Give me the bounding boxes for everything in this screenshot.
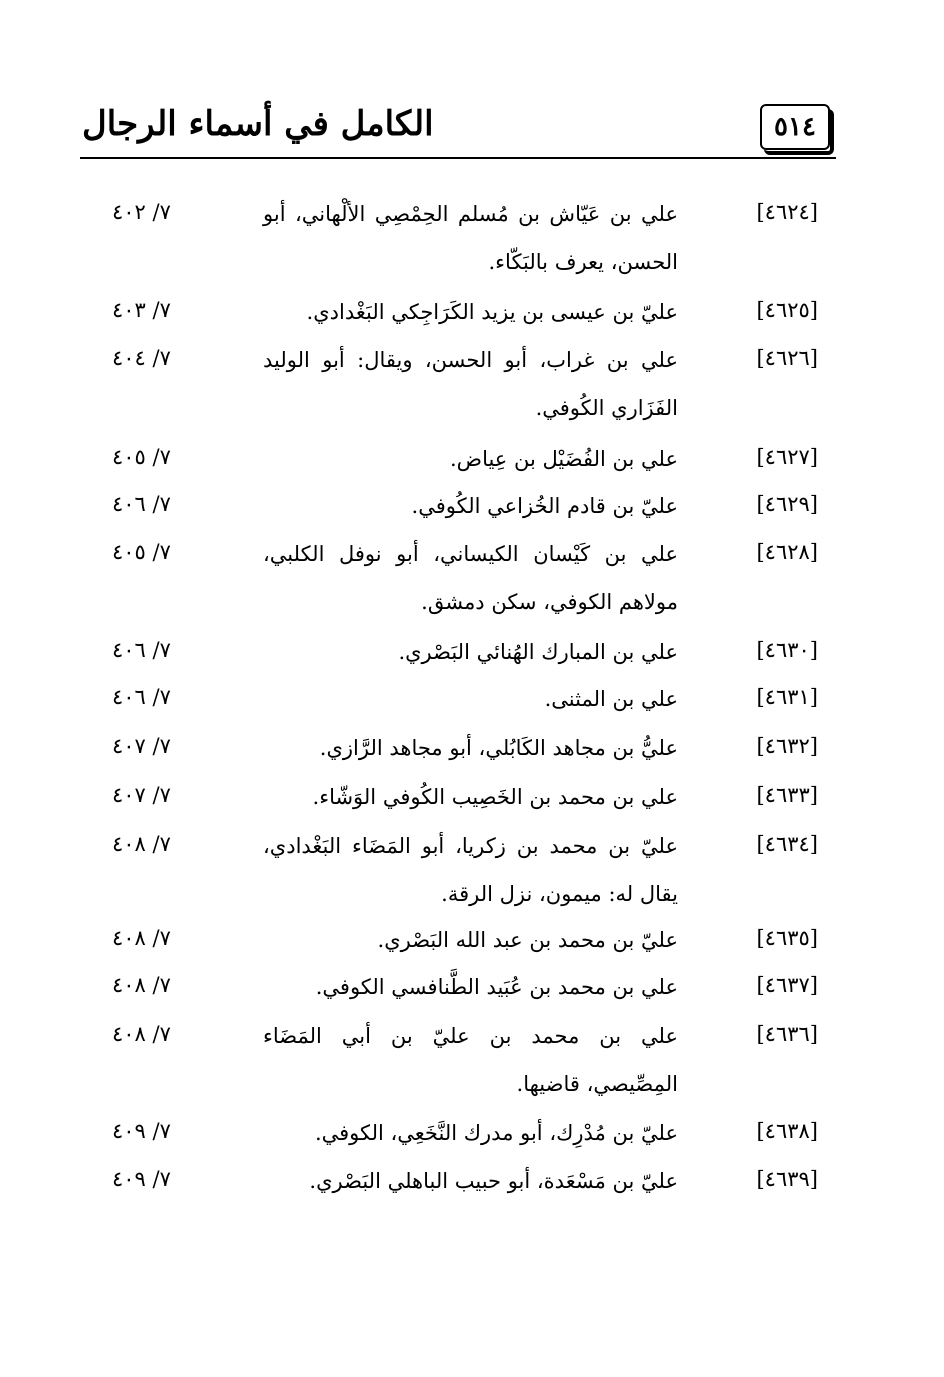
- entry-reference: ٧/ ٤٠٨: [112, 832, 171, 856]
- entry-name: علي بن المبارك الهُنائي البَصْري.: [398, 640, 678, 664]
- entry-number: [٤٦٣١]: [756, 685, 818, 709]
- entry-name: علي بن الفُضَيْل بن عِياض.: [450, 447, 678, 471]
- entry-name: عليّ بن مَسْعَدة، أبو حبيب الباهلي البَصْري.: [309, 1169, 678, 1193]
- entry-name: عليّ بن عيسى بن يزيد الكَرَاجِكي البَغْدادي.: [306, 300, 678, 324]
- book-title: الكامل في أسماء الرجال: [82, 104, 434, 144]
- entry-reference: ٧/ ٤٠٧: [112, 734, 171, 758]
- entry-reference: ٧/ ٤٠٨: [112, 973, 171, 997]
- entry-number: [٤٦٢٥]: [756, 298, 818, 322]
- entry-name: عليّ بن قادم الخُزاعي الكُوفي.: [411, 494, 678, 518]
- entry-name: عليّ بن محمد بن عبد الله البَصْري.: [377, 928, 678, 952]
- entry-name: علي بن المثنى.: [544, 687, 678, 711]
- entry-name: علي بن محمد بن عليّ بن أبي المَضَاء المِصِّيصي، قاضيها.: [263, 1024, 678, 1096]
- entry-name: علي بن عَيّاش بن مُسلم الحِمْصِي الألْهاني، أبو الحسن، يعرف بالبَكّاء.: [263, 202, 678, 274]
- page-header: [80, 98, 836, 162]
- entry-reference: ٧/ ٤٠٥: [112, 540, 171, 564]
- entry-name: علي بن كَيْسان الكيساني، أبو نوفل الكلبي، مولاهم الكوفي، سكن دمشق.: [263, 542, 678, 614]
- entry-reference: ٧/ ٤٠٩: [112, 1119, 171, 1143]
- entry-name: علي بن محمد بن عُبَيد الطَّنافسي الكوفي.: [315, 975, 678, 999]
- entry-number: [٤٦٣٣]: [756, 783, 818, 807]
- entry-reference: ٧/ ٤٠٣: [112, 298, 171, 322]
- entry-number: [٤٦٣٢]: [756, 734, 818, 758]
- entry-number: [٤٦٣٩]: [756, 1167, 818, 1191]
- header-rule: [80, 157, 836, 159]
- entry-name: عليُّ بن مجاهد الكَابُلي، أبو مجاهد الرَّازي.: [319, 736, 678, 760]
- entry-number: [٤٦٢٦]: [756, 346, 818, 370]
- entry-number: [٤٦٣٦]: [756, 1022, 818, 1046]
- entry-reference: ٧/ ٤٠٤: [112, 346, 171, 370]
- entry-reference: ٧/ ٤٠٧: [112, 783, 171, 807]
- entry-number: [٤٦٣٨]: [756, 1119, 818, 1143]
- entry-number: [٤٦٢٩]: [756, 492, 818, 516]
- entry-name: عليّ بن محمد بن زكريا، أبو المَضَاء البَغْدادي، يقال له: ميمون، نزل الرقة.: [263, 834, 678, 906]
- entry-reference: ٧/ ٤٠٦: [112, 638, 171, 662]
- entry-reference: ٧/ ٤٠٨: [112, 1022, 171, 1046]
- entry-number: [٤٦٢٨]: [756, 540, 818, 564]
- entry-name: عليّ بن مُدْرِك، أبو مدرك النَّخَعِي، الكوفي.: [314, 1121, 678, 1145]
- page-number: ٥١٤: [760, 104, 830, 150]
- entry-reference: ٧/ ٤٠٨: [112, 926, 171, 950]
- entry-number: [٤٦٢٤]: [756, 200, 818, 224]
- entry-number: [٤٦٣٧]: [756, 973, 818, 997]
- entry-name: علي بن محمد بن الخَصِيب الكُوفي الوَشّاء.: [312, 785, 678, 809]
- entry-reference: ٧/ ٤٠٦: [112, 492, 171, 516]
- entry-reference: ٧/ ٤٠٢: [112, 200, 171, 224]
- entry-reference: ٧/ ٤٠٥: [112, 445, 171, 469]
- entry-number: [٤٦٢٧]: [756, 445, 818, 469]
- entry-name: علي بن غراب، أبو الحسن، ويقال: أبو الوليد الفَزَاري الكُوفي.: [263, 348, 678, 420]
- entry-reference: ٧/ ٤٠٩: [112, 1167, 171, 1191]
- entry-number: [٤٦٣٤]: [756, 832, 818, 856]
- entry-number: [٤٦٣٠]: [756, 638, 818, 662]
- entry-number: [٤٦٣٥]: [756, 926, 818, 950]
- entry-reference: ٧/ ٤٠٦: [112, 685, 171, 709]
